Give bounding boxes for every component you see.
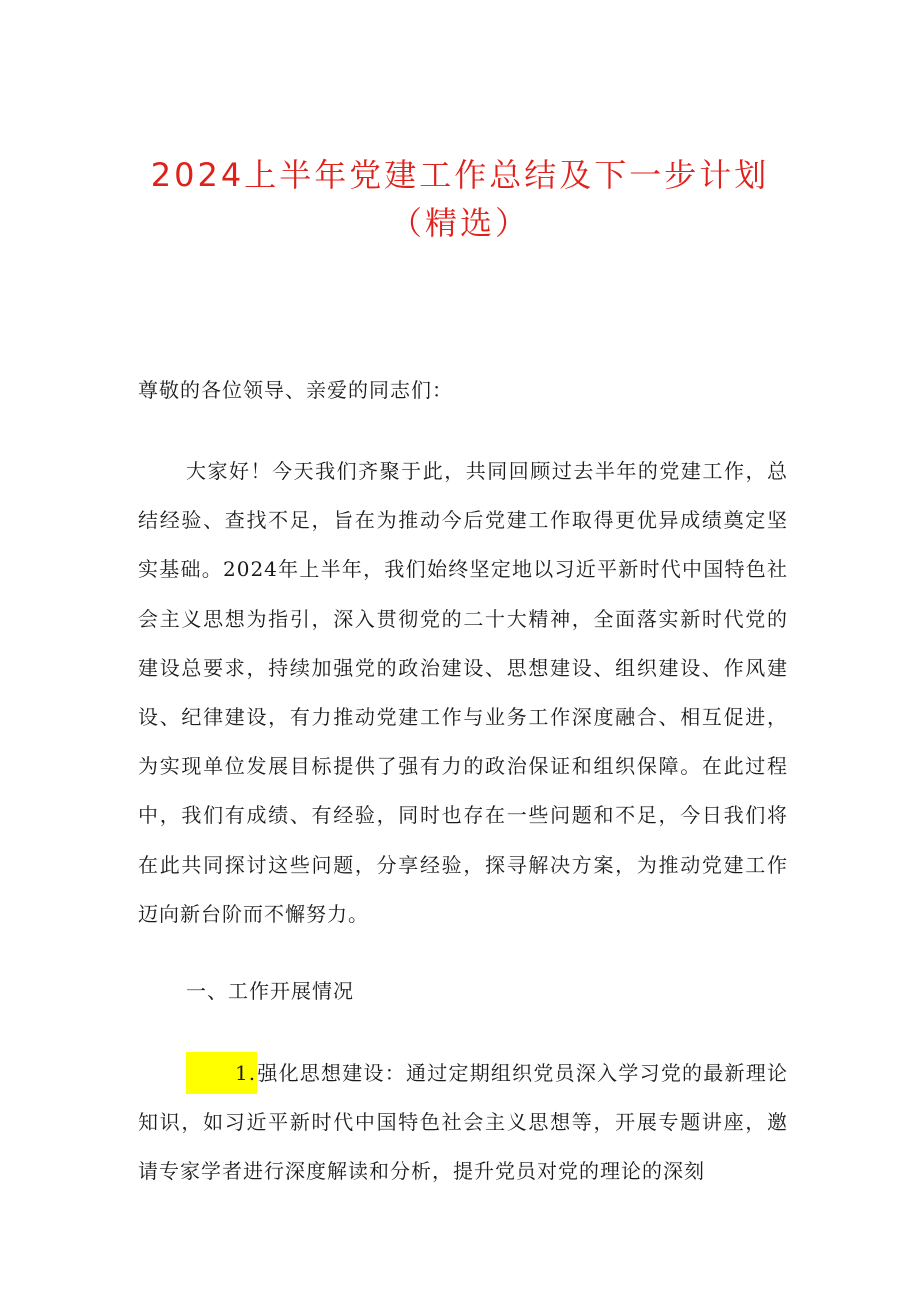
document-title: 2024上半年党建工作总结及下一步计划 [150,156,770,194]
item-number-highlight: 1. [186,1052,257,1094]
item-paragraph [138,1049,788,1197]
intro-paragraph: 大家好！今天我们齐聚于此，共同回顾过去半年的党建工作，总结经验、查找不足，旨在为推动今后党建工作取得更优异成绩奠定坚实基础。2024年上半年，我们始终坚定地以习近平新时代中国特色社会主义思想为指引，深入贯彻党的二十大精神，全面落实新时代党的建设总要求，持续加强党的政治建设、思想建设、组织建设、作风建设、纪律建设，有力推动党建工作与业务工作深度融合、相互促进，为实现单位发展目标提供了强有力的政治保证和组织保障。在此过程中，我们有成绩、有经验，同时也存在一些问题和不足，今日我们将在此共同探讨这些问题，分享经验，探寻解决方案，为推动党建工作迈向新台阶而不懈努力。 [138,459,788,926]
section-heading: 一、工作开展情况 [186,979,354,1003]
item-text: 强化思想建设：通过定期组织党员深入学习党的最新理论知识，如习近平新时代中国特色社会主义思想等，开展专题讲座，邀请专家学者进行深度解读和分析，提升党员对党的理论的深刻 [138,1061,788,1184]
salutation: 尊敬的各位领导、亲爱的同志们： [138,378,453,402]
document-subtitle: （精选） [389,204,530,242]
